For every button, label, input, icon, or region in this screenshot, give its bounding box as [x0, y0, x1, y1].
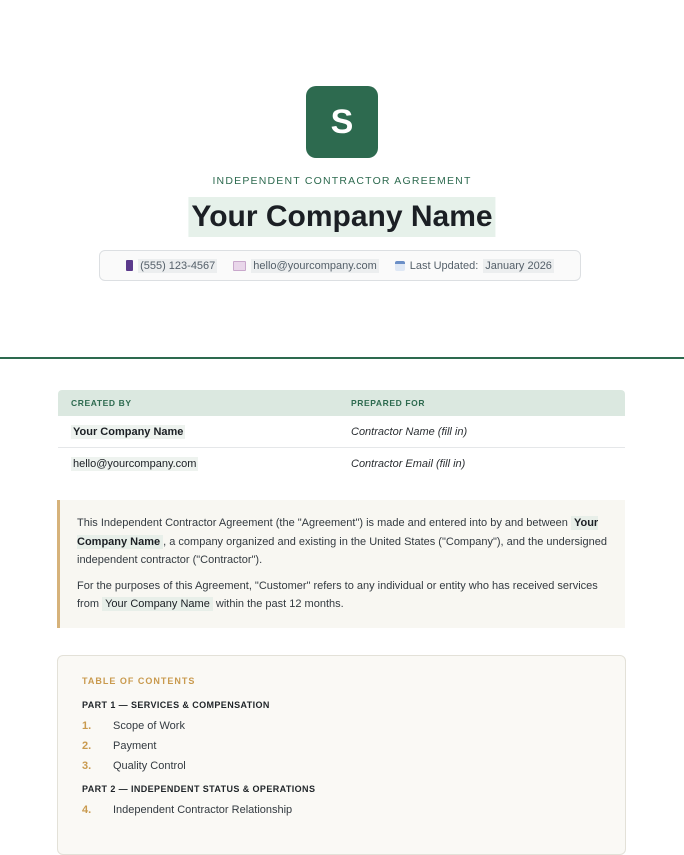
customer-definition-paragraph	[77, 577, 607, 614]
toc-item-number: 1.	[82, 720, 92, 732]
document-type-label: INDEPENDENT CONTRACTOR AGREEMENT	[212, 175, 472, 187]
toc-item[interactable]	[82, 736, 601, 756]
table-row	[58, 416, 625, 448]
intro-paragraph	[77, 514, 607, 570]
document-header	[0, 0, 684, 358]
toc-item[interactable]	[82, 756, 601, 776]
contact-email	[233, 259, 378, 273]
table-row	[58, 448, 625, 479]
company-logo	[306, 86, 378, 158]
company-name-inline[interactable]: Your Company Name	[102, 597, 213, 611]
toc-part-heading: PART 2 — INDEPENDENT STATUS & OPERATIONS	[82, 784, 316, 794]
contact-updated	[395, 259, 554, 273]
header-divider	[0, 357, 684, 359]
created-by-heading: CREATED BY	[71, 398, 132, 408]
email-value[interactable]: hello@yourcompany.com	[253, 259, 377, 272]
contractor-email-field[interactable]: Contractor Email (fill in)	[351, 457, 466, 470]
toc-list	[82, 800, 601, 820]
toc-item-label: Independent Contractor Relationship	[113, 804, 293, 816]
definition-text: For the purposes of this Agreement, "Customer" refers to any individual or entity who has received services from	[77, 579, 598, 610]
company-name-title[interactable]: Your Company Name	[188, 197, 495, 237]
phone-icon	[126, 260, 133, 271]
calendar-icon	[395, 261, 405, 271]
toc-item-number: 2.	[82, 740, 92, 752]
creator-name[interactable]: Your Company Name	[73, 425, 184, 438]
contact-phone	[126, 259, 217, 273]
contractor-name-field[interactable]: Contractor Name (fill in)	[351, 425, 468, 438]
toc-item-label: Quality Control	[113, 760, 186, 772]
creator-email[interactable]: hello@yourcompany.com	[73, 457, 197, 470]
agreement-intro	[57, 500, 625, 628]
logo-letter: S	[330, 102, 354, 141]
company-name-inline[interactable]: Your Company Name	[77, 517, 599, 548]
toc-item-number: 3.	[82, 760, 92, 772]
intro-text: This Independent Contractor Agreement (the "Agreement") is made and entered into by and between	[77, 517, 568, 529]
toc-title: TABLE OF CONTENTS	[82, 676, 196, 686]
parties-table-header	[58, 390, 625, 416]
toc-list	[82, 716, 601, 776]
definition-text: within the past 12 months.	[215, 598, 344, 610]
parties-table	[58, 390, 625, 479]
envelope-icon	[233, 261, 246, 271]
toc-item-number: 4.	[82, 804, 92, 816]
phone-value[interactable]: (555) 123-4567	[140, 259, 216, 272]
toc-part-heading: PART 1 — SERVICES & COMPENSATION	[82, 700, 270, 710]
table-of-contents	[57, 655, 626, 855]
toc-item[interactable]	[82, 800, 601, 820]
prepared-for-heading: PREPARED FOR	[351, 398, 426, 408]
intro-text: , a company organized and existing in the United States ("Company"), and the undersigned independent contractor ("Contractor").	[77, 535, 607, 566]
toc-item-label: Payment	[113, 740, 157, 752]
updated-label: Last Updated:	[409, 259, 479, 272]
contact-bar	[99, 250, 581, 281]
updated-value[interactable]: January 2026	[485, 259, 552, 272]
toc-item[interactable]	[82, 716, 601, 736]
toc-item-label: Scope of Work	[113, 720, 185, 732]
